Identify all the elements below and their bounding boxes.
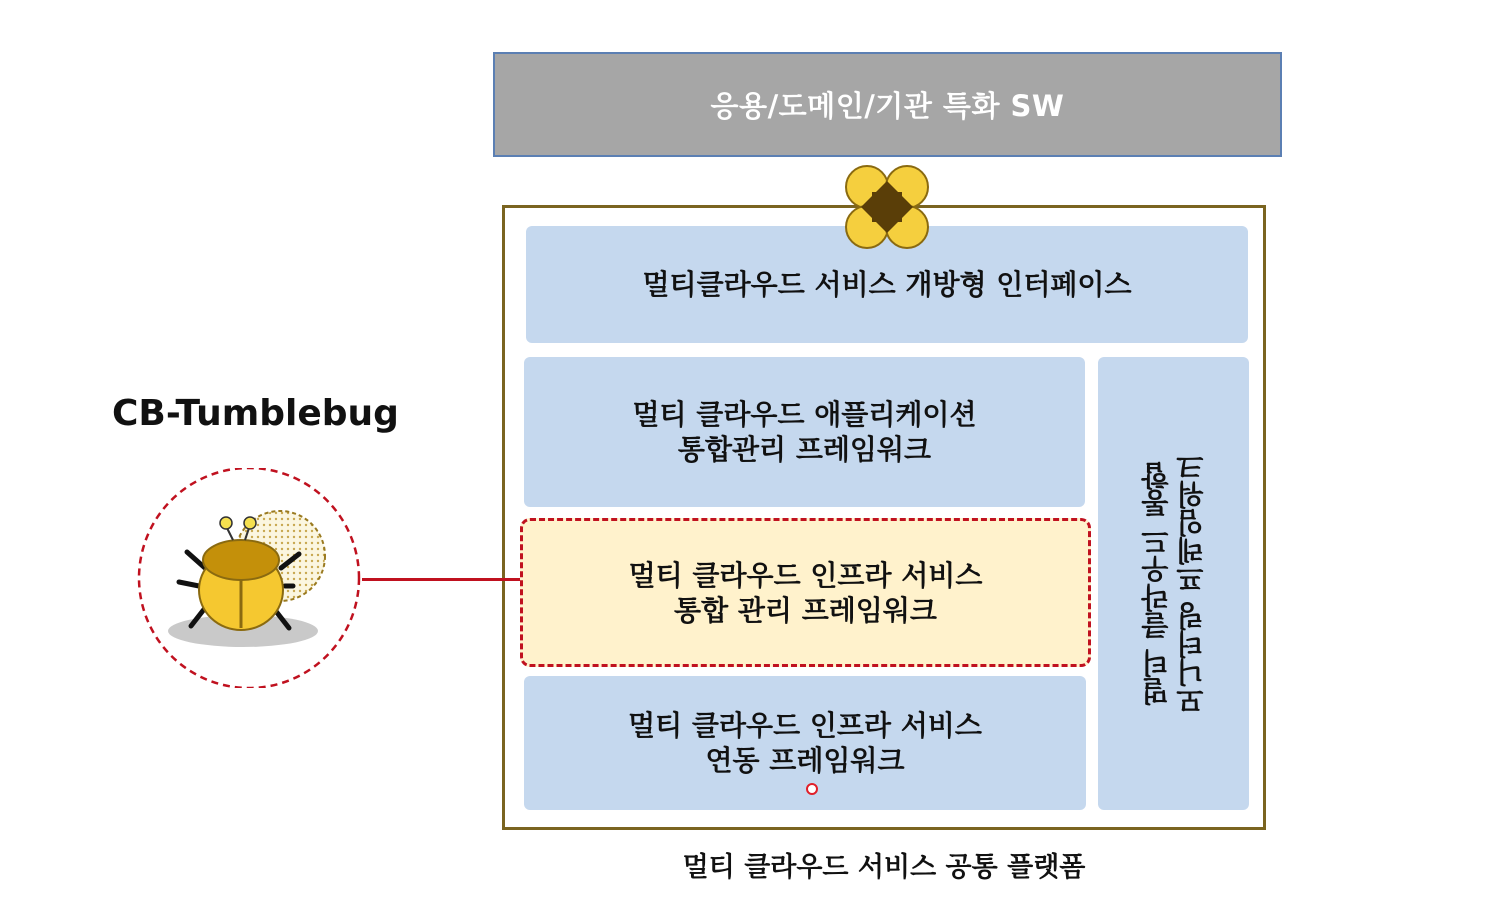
cursor-indicator <box>806 783 818 795</box>
domain-specific-sw-label: 응용/도메인/기관 특화 SW <box>710 89 1065 123</box>
tumblebug-title: CB-Tumblebug <box>112 393 399 434</box>
app-framework-block <box>524 357 1085 507</box>
monitoring-framework-label: 멀티 클라우드 통합 모니터링 프레임워크 <box>1139 452 1208 715</box>
infra-mgmt-framework-label: 멀티 클라우드 인프라 서비스 통합 관리 프레임워크 <box>628 558 983 627</box>
app-framework-label: 멀티 클라우드 애플리케이션 통합관리 프레임워크 <box>632 398 977 466</box>
common-platform-caption: 멀티 클라우드 서비스 공통 플랫폼 <box>682 852 1086 883</box>
tumblebug-connector-line <box>362 578 520 581</box>
monitoring-framework-block <box>1098 357 1249 810</box>
interface-connector-icon <box>843 163 931 251</box>
infra-link-framework-label: 멀티 클라우드 인프라 서비스 연동 프레임워크 <box>628 709 982 777</box>
domain-specific-sw-box <box>493 52 1282 157</box>
tumblebug-mascot-icon <box>135 468 363 688</box>
infra-mgmt-framework-block <box>520 518 1091 667</box>
infra-link-framework-block <box>524 676 1086 810</box>
open-interface-label: 멀티클라우드 서비스 개방형 인터페이스 <box>642 268 1132 301</box>
